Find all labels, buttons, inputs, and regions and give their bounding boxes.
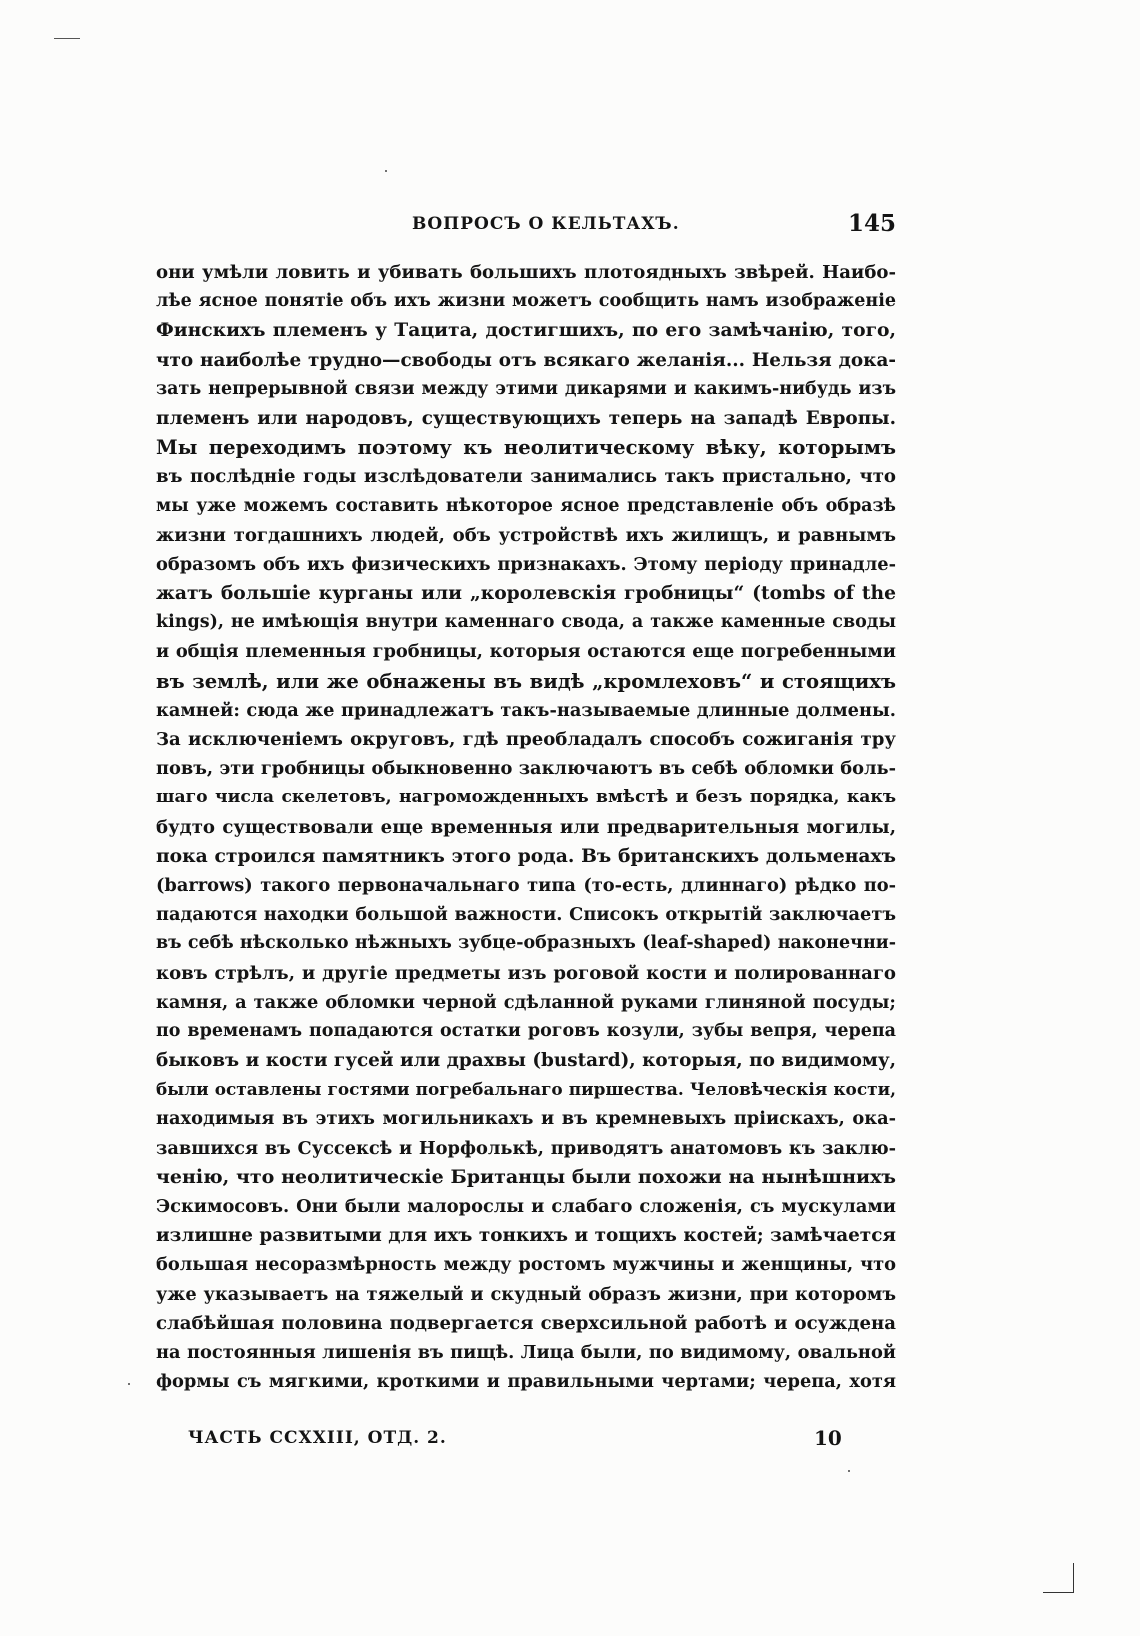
text-line: зать непрерывной связи между этими дикарями и какимъ-нибудь изъ xyxy=(156,378,896,399)
text-line: въ себѣ нѣсколько нѣжныхъ зубце-образныхъ (leaf-shaped) наконечни- xyxy=(156,933,896,954)
text-line: Финскихъ племенъ у Тацита, достигшихъ, по его замѣчанію, того, xyxy=(156,319,896,342)
text-line: (barrows) такого первоначальнаго типа (то-есть, длиннаго) рѣдко по- xyxy=(156,874,896,896)
text-line: излишне развитыми для ихъ тонкихъ и тощихъ костей; замѣчается xyxy=(156,1225,896,1247)
text-line: жатъ большіе курганы или „королевскія гробницы“ (tombs of the xyxy=(156,582,896,605)
text-line: За исключеніемъ округовъ, гдѣ преобладалъ способъ сожиганія тру xyxy=(156,729,896,750)
text-line: повъ, эти гробницы обыкновенно заключаютъ въ себѣ обломки боль- xyxy=(156,758,896,780)
page-number: 145 xyxy=(847,210,896,237)
text-line: и общія племенныя гробницы, которыя остаются еще погребенными xyxy=(156,641,896,663)
text-line: жизни тогдашнихъ людей, объ устройствѣ ихъ жилищъ, и равнымъ xyxy=(156,524,896,546)
text-line: мы уже можемъ составить нѣкоторое ясное представленіе объ образѣ xyxy=(156,495,896,516)
text-line: большая несоразмѣрность между ростомъ мужчины и женщины, что xyxy=(156,1254,896,1276)
page-footer xyxy=(156,1426,896,1454)
text-line: находимыя въ этихъ могильникахъ и въ кремневыхъ пріискахъ, ока- xyxy=(156,1108,896,1130)
text-line: завшихся въ Суссексѣ и Норфолькѣ, приводятъ анатомовъ къ заклю- xyxy=(156,1137,896,1159)
text-line: Мы переходимъ поэтому къ неолитическому вѣку, которымъ xyxy=(156,436,896,460)
printer-signature: ЧАСТЬ CCXXIII, ОТД. 2. xyxy=(188,1428,447,1448)
text-line: быковъ и кости гусей или драхвы (bustard), которыя, по видимому, xyxy=(156,1050,896,1072)
text-line: слабѣйшая половина подвергается сверхсильной работѣ и осуждена xyxy=(156,1312,896,1334)
running-title: ВОПРОСЪ О КЕЛЬТАХЪ. xyxy=(412,214,680,234)
text-line: что наиболѣе трудно—свободы отъ всякаго желанія... Нельзя дока- xyxy=(156,349,896,371)
text-line: формы съ мягкими, кроткими и правильными чертами; черепа, хотя xyxy=(156,1371,896,1393)
text-line: уже указываетъ на тяжелый и скудный образъ жизни, при которомъ xyxy=(156,1283,896,1305)
text-line: камня, а также обломки черной сдѣланной руками глиняной посуды; xyxy=(156,991,896,1013)
scan-edge-mark xyxy=(54,38,80,39)
text-line: шаго числа скелетовъ, нагроможденныхъ вмѣстѣ и безъ порядка, какъ xyxy=(156,787,896,808)
text-line: въ землѣ, или же обнажены въ видѣ „кромлеховъ“ и стоящихъ xyxy=(156,669,896,693)
text-line: они умѣли ловить и убивать большихъ плотоядныхъ звѣрей. Наибо- xyxy=(156,262,896,283)
text-line: по временамъ попадаются остатки роговъ козули, зубы вепря, черепа xyxy=(156,1020,896,1041)
text-line: племенъ или народовъ, существующихъ теперь на западѣ Европы. xyxy=(156,407,896,429)
body-text xyxy=(156,258,896,1396)
text-line: kings), не имѣющія внутри каменнаго свода, а также каменные своды xyxy=(156,612,896,633)
text-line: пока строился памятникъ этого рода. Въ британскихъ дольменахъ xyxy=(156,844,896,867)
text-line: ченію, что неолитическіе Британцы были похожи на нынѣшнихъ xyxy=(156,1165,896,1188)
text-line: камней: сюда же принадлежатъ такъ-называемые длинные долмены. xyxy=(156,699,896,721)
text-line: въ послѣдніе годы изслѣдователи занимались такъ пристально, что xyxy=(156,466,896,488)
crop-mark-horizontal xyxy=(1043,1592,1073,1593)
text-line: лѣе ясное понятіе объ ихъ жизни можетъ сообщить намъ изображеніе xyxy=(156,291,896,312)
text-line: ковъ стрѣлъ, и другіе предметы изъ роговой кости и полированнаго xyxy=(156,962,896,984)
paper-speck xyxy=(128,1383,130,1385)
paper-speck xyxy=(385,170,387,172)
text-line: были оставлены гостями погребальнаго пиршества. Человѣческія кости, xyxy=(156,1079,896,1100)
text-line: Эскимосовъ. Они были малорослы и слабаго сложенія, съ мускулами xyxy=(156,1196,896,1217)
text-line: падаются находки большой важности. Списокъ открытій заключаетъ xyxy=(156,904,896,926)
sheet-number: 10 xyxy=(814,1426,842,1450)
text-line: будто существовали еще временныя или предварительныя могилы, xyxy=(156,816,896,838)
text-line: образомъ объ ихъ физическихъ признакахъ. Этому періоду принадле- xyxy=(156,553,896,575)
crop-mark-vertical xyxy=(1073,1563,1074,1593)
text-line: на постоянныя лишенія въ пищѣ. Лица были, по видимому, овальной xyxy=(156,1341,896,1363)
paper-speck xyxy=(848,1470,850,1472)
running-head xyxy=(156,210,896,240)
